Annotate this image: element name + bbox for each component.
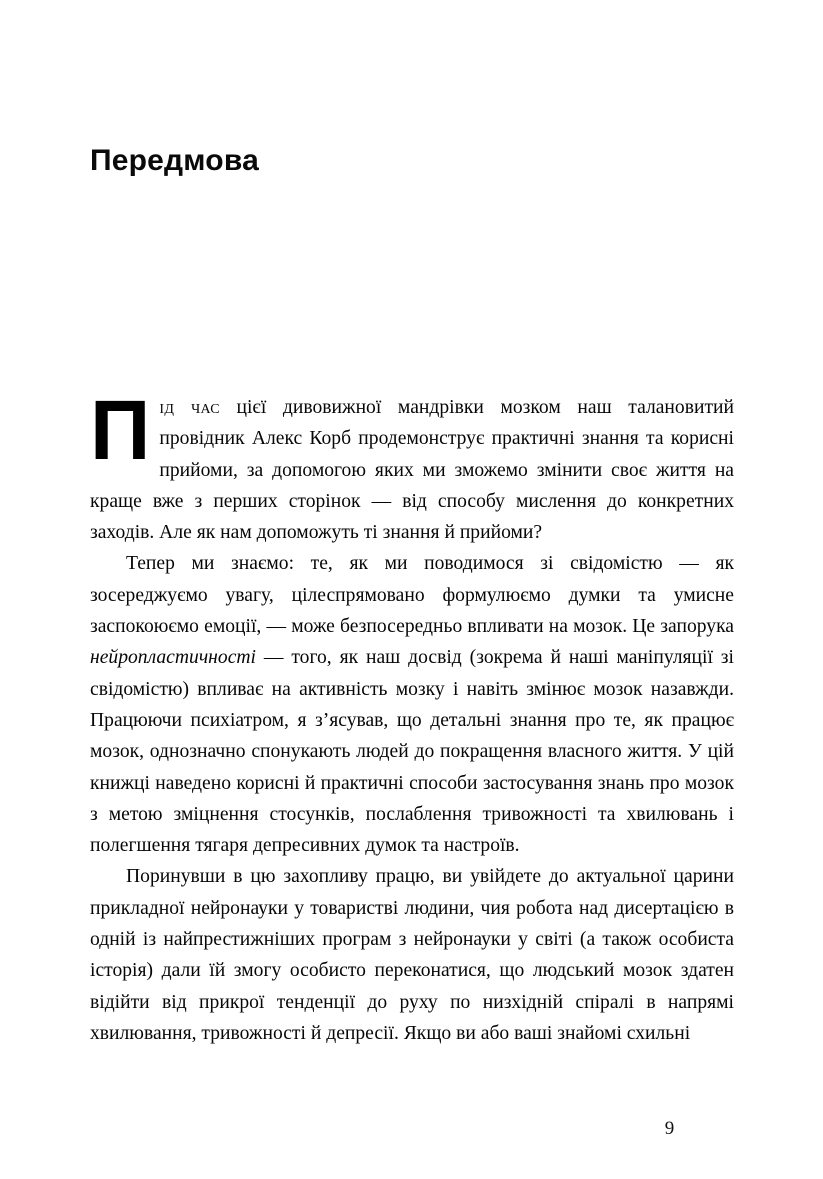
emphasis-term: нейропластичності <box>90 647 256 669</box>
page-title: Передмова <box>90 144 259 178</box>
paragraph-2 <box>90 548 734 861</box>
page-number-value: 9 <box>664 1118 675 1139</box>
paragraph-2-text-part1: Тепер ми знаємо: те, як ми поводимося зі свідомістю — як зосереджуємо увагу, цілеспрямовано формулюємо думки та умисне заспокоюємо емоції, — може безпосередньо впливати на мозок. Це запорука <box>90 553 734 638</box>
lead-small-caps: ід час <box>159 397 220 418</box>
body-text <box>90 383 734 1049</box>
drop-cap: П <box>90 383 151 477</box>
paragraph-2-text-part2: — того, як наш досвід (зокрема й наші маніпуляції зі свідомістю) впливає на активність мозку і навіть змінює мозок назавжди. Працюючи психіатром, я з’ясував, що детальні знання про те, як працює мозок, однозначно спонукають людей до покращення власного життя. У цій книжці наведено корисні й практичні способи застосування знань про мозок з метою зміцнення стосунків, послаблення тривожності та хвилювань і полегшення тягаря депресивних думок та настроїв. <box>90 647 734 857</box>
page-number <box>0 1118 823 1140</box>
paragraph-1-text: цієї дивовижної мандрівки мозком наш талановитий провідник Алекс Корб продемонструє практичні знання та корисні прийоми, за допомогою яких ми зможемо змінити своє життя на краще вже з перших сторінок — від способу мислення до конкретних заходів. Але як нам допоможуть ті знання й прийоми? <box>90 397 734 544</box>
paragraph-1 <box>90 383 734 548</box>
paragraph-3 <box>90 861 734 1049</box>
paragraph-3-text: Поринувши в цю захопливу працю, ви увійдете до актуальної царини прикладної нейронауки у товаристві людини, чия робота над дисертацією в одній із найпрестижніших програм з нейронауки у світі (а також особиста історія) дали їй змогу особисто переконатися, що людський мозок здатен відійти від прикрої тенденції до руху по низхідній спіралі в напрямі хвилювання, тривожності й депресії. Якщо ви або ваші знайомі схильні <box>90 866 734 1044</box>
